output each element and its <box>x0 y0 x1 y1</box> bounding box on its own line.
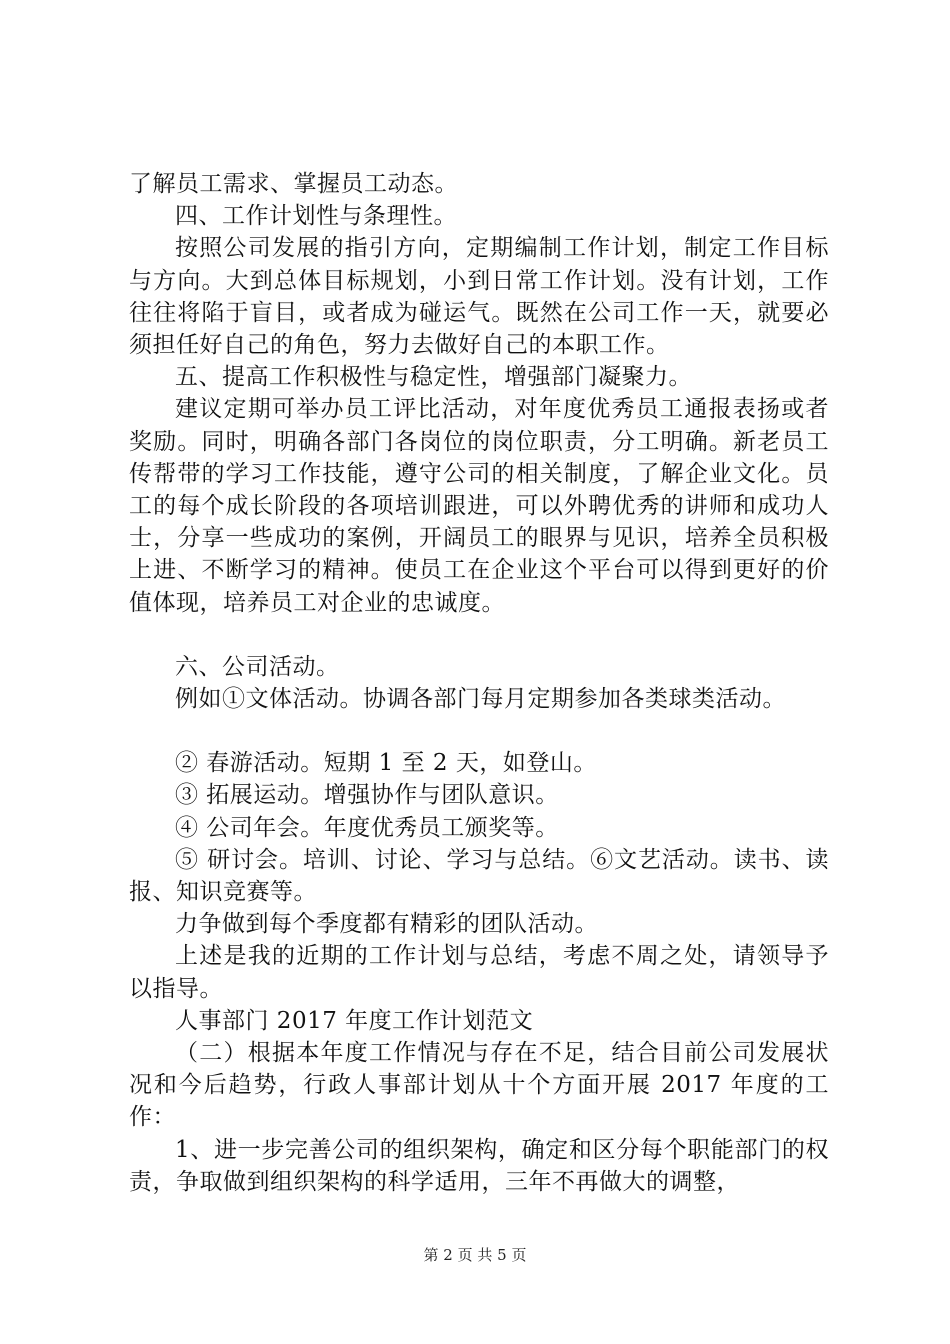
document-body <box>129 168 829 1198</box>
activity-item-3: ③ 拓展运动。增强协作与团队意识。 <box>175 782 559 809</box>
paragraph-section-4: 按照公司发展的指引方向，定期编制工作计划，制定工作目标与方向。大到总体目标规划，小到日常工作计划。没有计划，工作往往将陷于盲目，或者成为碰运气。既然在公司工作一天，就要必须担任好自己的角色，努力去做好自己的本职工作。 <box>129 235 829 359</box>
activity-item-1: 例如①文体活动。协调各部门每月定期参加各类球类活动。 <box>175 686 786 713</box>
activity-item-4: ④ 公司年会。年度优秀员工颁奖等。 <box>175 814 559 841</box>
heading-section-6: 六、公司活动。 <box>175 653 340 680</box>
activity-item-5-6: ⑤ 研讨会。培训、讨论、学习与总结。⑥文艺活动。读书、读报、知识竞赛等。 <box>129 846 829 906</box>
paragraph-1: 了解员工需求、掌握员工动态。 <box>129 171 458 197</box>
plan-item-1: 1、进一步完善公司的组织架构，确定和区分每个职能部门的权责，争取做到组织架构的科学适用，三年不再做大的调整， <box>129 1136 829 1195</box>
heading-section-4: 四、工作计划性与条理性。 <box>175 203 457 230</box>
heading-section-5: 五、提高工作积极性与稳定性，增强部门凝聚力。 <box>175 364 692 391</box>
page-footer: 第 2 页 共 5 页 <box>423 1246 527 1264</box>
paragraph-section-5: 建议定期可举办员工评比活动，对年度优秀员工通报表扬或者奖励。同时，明确各部门各岗位的岗位职责，分工明确。新老员工传帮带的学习工作技能，遵守公司的相关制度，了解企业文化。员工的每个成长阶段的各项培训跟进，可以外聘优秀的讲师和成功人士，分享一些成功的案例，开阔员工的眼界与见识，培养全员积极上进、不断学习的精神。使员工在企业这个平台可以得到更好的价值体现，培养员工对企业的忠诚度。 <box>129 396 829 616</box>
document-subtitle: 人事部门 2017 年度工作计划范文 <box>175 1007 534 1034</box>
paragraph-team-activity: 力争做到每个季度都有精彩的团队活动。 <box>175 911 598 938</box>
paragraph-closing: 上述是我的近期的工作计划与总结，考虑不周之处，请领导予以指导。 <box>129 943 829 1002</box>
paragraph-intro-2: （二）根据本年度工作情况与存在不足，结合目前公司发展状况和今后趋势，行政人事部计划从十个方面开展 2017 年度的工作： <box>129 1040 829 1131</box>
activity-item-2: ② 春游活动。短期 1 至 2 天，如登山。 <box>175 750 597 777</box>
